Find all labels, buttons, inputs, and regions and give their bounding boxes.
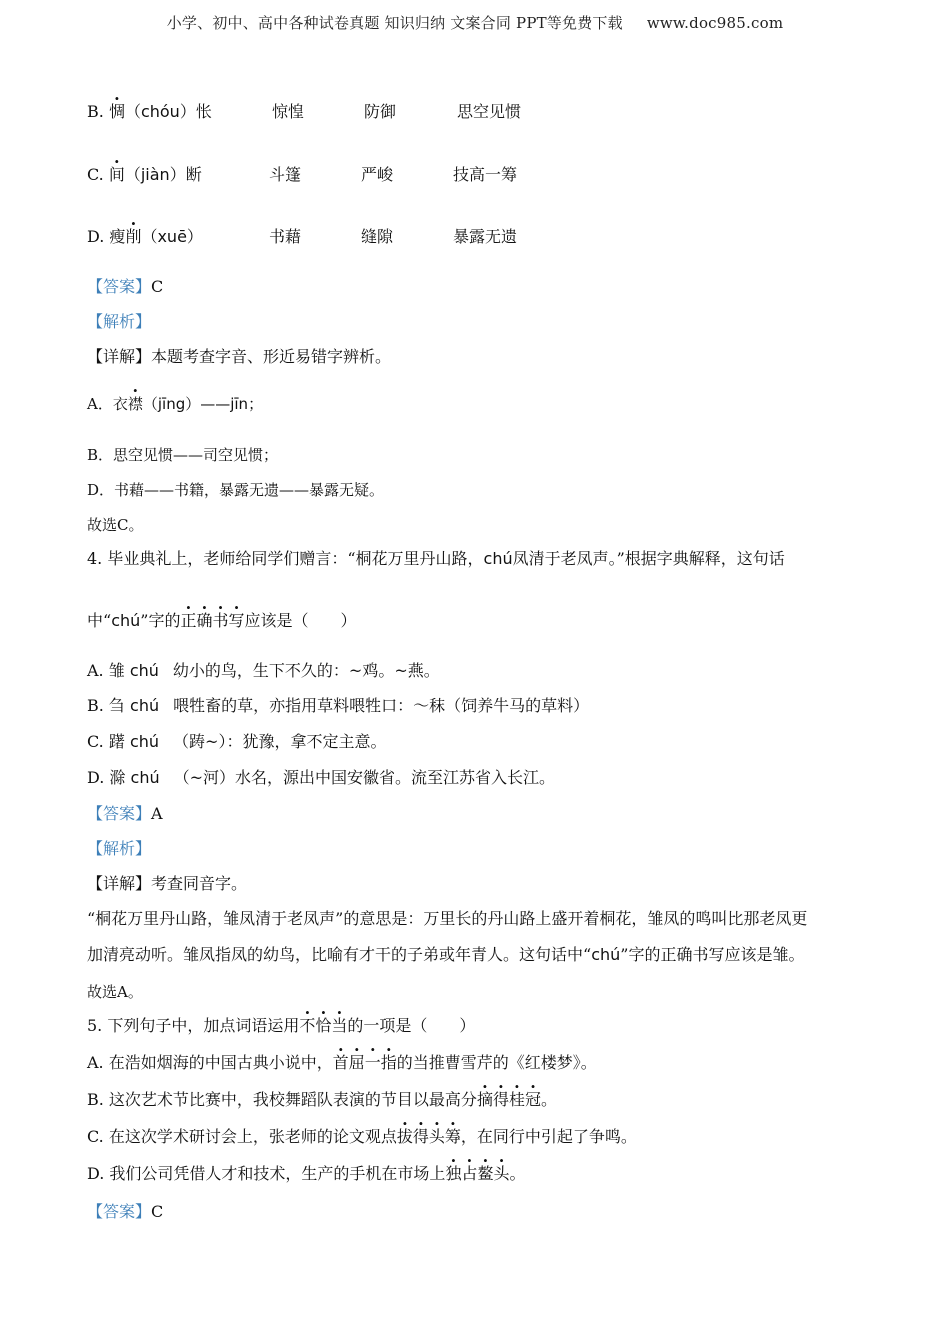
q5-answer: 【答案】C — [87, 1202, 164, 1221]
q4-option-a: A. 雏 chú 幼小的鸟，生下不久的：~鸡。~燕。 — [87, 661, 440, 680]
q3-option-d: D. 瘦削（xuē） 书藉 缝隙 暴露无遗 — [87, 227, 518, 246]
q5-option-c: C. 在这次学术研讨会上，张老师的论文观点拔得头筹，在同行中引起了争鸣。 — [87, 1127, 637, 1146]
q4-conclusion: 故选A。 — [87, 983, 143, 1001]
q5-option-b: B. 这次艺术节比赛中，我校舞蹈队表演的节目以最高分摘得桂冠。 — [87, 1090, 558, 1109]
q3-line-d: D．书藉——书籍，暴露无遗——暴露无疑。 — [87, 481, 385, 499]
dotted-char: 削 — [125, 227, 142, 246]
q3-conclusion: 故选C。 — [87, 516, 144, 534]
q5-option-a: A. 在浩如烟海的中国古典小说中，首屈一指的当推曹雪芹的《红楼梦》。 — [87, 1053, 597, 1072]
q4-stem-line2: 中“chú”字的正确书写应该是（ ） — [87, 611, 357, 630]
q3-option-b: B. 惆（chóu）怅 惊惶 防御 思空见惯 — [87, 102, 522, 121]
q3-option-c: C. 间（jiàn）断 斗篷 严峻 技高一筹 — [87, 165, 518, 184]
word-2: 斗篷 — [269, 165, 302, 184]
q3-detail: 【详解】本题考查字音、形近易错字辨析。 — [87, 347, 392, 366]
word-2: 书藉 — [269, 227, 302, 246]
q5-option-d: D. 我们公司凭借人才和技术，生产的手机在市场上独占鳌头。 — [87, 1164, 526, 1183]
dotted-char: 惆 — [108, 102, 125, 121]
word-3: 严峻 — [361, 165, 394, 184]
q3-analysis-tag: 【解析】 — [87, 312, 152, 331]
q4-option-c: C. 躇 chú （踌~）：犹豫，拿不定主意。 — [87, 732, 387, 751]
word-4: 技高一筹 — [453, 165, 518, 184]
header-site: www.doc985.com — [646, 14, 784, 32]
q4-explain-line1: “桐花万里丹山路，雏凤清于老凤声”的意思是：万里长的丹山路上盛开着桐花，雏凤的鸣叫比那老凤更 — [87, 909, 808, 928]
header-text: 小学、初中、高中各种试卷真题 知识归纳 文案合同 PPT等免费下载 — [166, 14, 623, 32]
word-3: 缝隙 — [361, 227, 394, 246]
q5-stem: 5. 下列句子中，加点词语运用不恰当的一项是（ ） — [87, 1016, 476, 1035]
q4-detail: 【详解】考查同音字。 — [87, 874, 248, 893]
q3-line-b: B．思空见惯——司空见惯； — [87, 446, 279, 464]
page-header — [0, 12, 950, 33]
dotted-char: 襟 — [127, 395, 143, 413]
q3-line-a: A．衣襟（jīng）——jīn； — [87, 395, 264, 413]
q3-answer: 【答案】C — [87, 277, 164, 296]
q4-analysis-tag: 【解析】 — [87, 839, 152, 858]
word-4: 暴露无遗 — [453, 227, 518, 246]
word-2: 惊惶 — [272, 102, 305, 121]
q4-answer: 【答案】A — [87, 804, 163, 823]
q4-option-d: D. 滁 chú （~河）水名，源出中国安徽省。流至江苏省入长江。 — [87, 768, 556, 787]
q4-option-b: B. 刍 chú 喂牲畜的草，亦指用草料喂牲口：～秣（饲养牛马的草料） — [87, 696, 590, 715]
word-3: 防御 — [364, 102, 397, 121]
q4-stem-line1: 4. 毕业典礼上，老师给同学们赠言：“桐花万里丹山路，chú凤清于老凤声。”根据字典解释，这句话 — [87, 549, 785, 568]
dotted-char: 间 — [108, 165, 125, 184]
q4-explain-line2: 加清亮动听。雏凤指凤的幼鸟，比喻有才干的子弟或年青人。这句话中“chú”字的正确书写应该是雏。 — [87, 945, 805, 964]
word-4: 思空见惯 — [457, 102, 522, 121]
